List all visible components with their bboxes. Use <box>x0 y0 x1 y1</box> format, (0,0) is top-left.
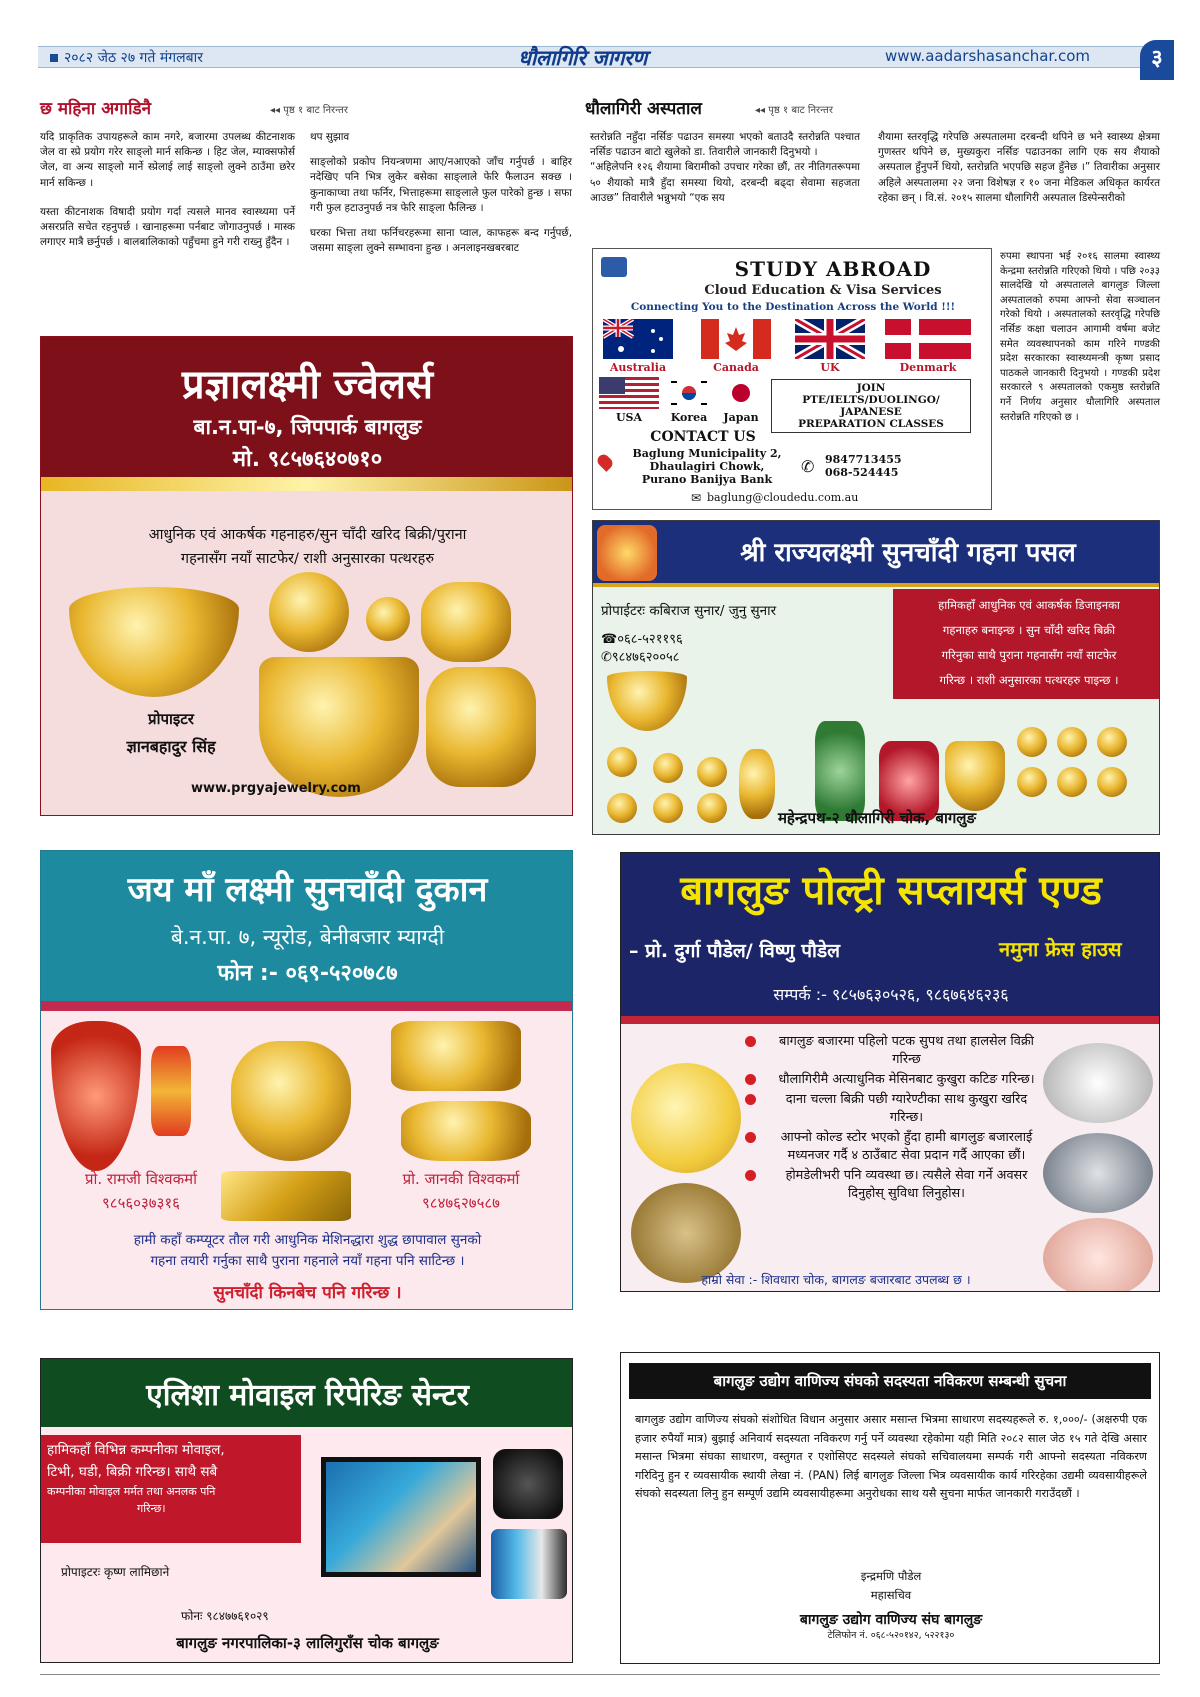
bangles-image <box>401 1101 531 1161</box>
description-line: कम्पनीका मोवाइल मर्मत तथा अनलक पनि <box>47 1485 216 1498</box>
service-list <box>745 1033 1045 1203</box>
bullet-icon <box>745 1036 756 1047</box>
address-line: Baglung Municipality 2, <box>632 447 782 460</box>
article-right-col1 <box>590 130 860 206</box>
list-item: दाना चल्ला बिक्री पछी ग्यारेण्टीका साथ कुखुरा खरिद गरिन्छ। <box>745 1091 1045 1127</box>
ad-brand: नमुना फ्रेस हाउस <box>999 937 1122 961</box>
masthead <box>0 0 1200 95</box>
article-left-col1 <box>40 130 295 250</box>
address-line: Dhaulagiri Chowk, <box>649 460 765 473</box>
canada-flag-icon <box>701 319 771 359</box>
ad-alisha-mobile <box>40 1358 573 1663</box>
ad-jaya-maa-laxmi <box>40 850 573 1250</box>
study-subtitle: Cloud Education & Visa Services <box>704 283 942 298</box>
cloud-logo-icon <box>601 257 627 277</box>
country-label: Denmark <box>899 361 957 374</box>
subheading: थप सुझाव <box>310 131 350 143</box>
phone-line <box>601 629 683 647</box>
telephone[interactable]: टेलिफोन नं. ०६८-५२०१४२, ५२२१३० <box>827 1630 955 1641</box>
join-box <box>771 379 971 433</box>
ad-website[interactable]: www.prgyajewelry.com <box>191 781 361 796</box>
ad-contact[interactable]: सम्पर्क :- ९८५७६३०५२६, ९८६७६४६२३६ <box>773 985 1009 1004</box>
korea-flag-icon <box>667 377 711 409</box>
jhumka-earrings-image <box>421 582 511 662</box>
ad-description <box>41 1230 574 1272</box>
email[interactable]: baglung@cloudedu.com.au <box>707 491 859 504</box>
join-title: JOIN <box>856 382 886 394</box>
tv-image <box>321 1457 481 1577</box>
ad-rajyalaxmi <box>592 520 1160 835</box>
contact-title: CONTACT US <box>650 429 756 445</box>
notice-box <box>620 1352 1160 1664</box>
gold-bars-image <box>221 1171 351 1221</box>
proprietor-name: प्रो. रामजी विश्वकर्मा <box>84 1170 198 1188</box>
proprietor: प्रोपाईटरः कबिराज सुनार/ जुनु सुनार <box>601 603 777 619</box>
description-line: गहनासँग नयाँ साटफेर/ राशी अनुसारका पत्थरहरु <box>180 551 435 567</box>
phone-icon: ☎ <box>601 632 618 647</box>
mobile-icon: ✆ <box>601 650 612 665</box>
location-pin-icon <box>595 452 615 472</box>
chain-pendant-image <box>366 597 410 641</box>
japan-flag-icon <box>719 377 763 409</box>
list-item: आफ्नो कोल्ड स्टोर भएको हुँदा हामी बागलुङ बजारलाई मध्यनजर गर्दै ४ ठाउँबाट सेवा प्रदान गर्दै आएका छौं। <box>745 1129 1045 1165</box>
continued-label: ◂◂ पृष्ठ १ बाट निरन्तर <box>270 105 348 116</box>
bangle-image <box>151 1046 191 1136</box>
list-item: बागलुङ बजारमा पहिलो पटक सुपथ तथा हालसेल विक्री गरिन्छ <box>745 1033 1045 1069</box>
ad-description <box>41 523 573 571</box>
signer-name: इन्द्रमणि पौडेल <box>860 1569 922 1583</box>
ad-phone[interactable]: फोन :- ०६९-५२०७८७ <box>217 961 398 986</box>
ad-title: प्रज्ञालक्ष्मी ज्वेलर्स <box>181 362 434 408</box>
issue-date: २०८२ जेठ २७ गते मंगलबार <box>50 48 203 67</box>
usa-flag-icon <box>599 377 659 409</box>
ad-title: बागलुङ पोल्ट्री सप्लायर्स एण्ड <box>680 868 1102 914</box>
ring-image <box>1017 727 1047 757</box>
gold-band <box>41 477 573 491</box>
ad-jaya-footer <box>40 1228 573 1310</box>
description-line: गहनाहरु बनाइन्छ । सुन चाँदी खरिद बिक्री <box>942 623 1116 637</box>
feed-grain-image <box>631 1183 741 1283</box>
study-tagline: Connecting You to the Destination Across the World !!! <box>630 301 956 313</box>
country-label: Korea <box>670 411 708 424</box>
description-line: हामिकहाँ विभिन्न कम्पनीका मोवाइल, <box>47 1442 225 1458</box>
description-line: आधुनिक एवं आकर्षक गहनाहरु/सुन चाँदी खरिद बिक्री/पुराना <box>148 527 467 543</box>
country-label: UK <box>820 361 840 374</box>
mail-icon: ✉ <box>691 491 702 505</box>
smartwatch-image <box>493 1449 563 1519</box>
bottom-rule <box>40 1674 1160 1675</box>
description-line: गरिनुका साथै पुराना गहनासँग नयाँ साटफेर <box>941 648 1117 662</box>
paragraph: स्तरोन्नति नहुँदा नर्सिङ पढाउन समस्या भएको बताउदै स्तरोन्नति पश्चात नर्सिङ पढाउन बाटो खुलेको डा. तिवारीले जानकारी दिनुभयो । <box>590 131 860 159</box>
phone-number[interactable]: 068-524445 <box>825 466 899 479</box>
coral-necklace-image <box>51 1021 141 1171</box>
ring-image <box>1097 767 1127 797</box>
australia-flag-icon <box>603 319 673 359</box>
description-line: टिभी, घडी, बिक्री गरिन्छ। साथै सबै <box>47 1464 218 1480</box>
address-block <box>617 447 797 486</box>
ad-title: एलिशा मोवाइल रिपेरिङ सेन्टर <box>146 1378 469 1413</box>
necklace-image <box>607 671 687 731</box>
ad-phone[interactable]: फोनः ९८४७७६१०२९ <box>181 1609 269 1623</box>
bullet-icon <box>745 1132 756 1143</box>
description-line: हामी कहाँ कम्प्यूटर तौल गरी आधुनिक मेशिनद्धारा शुद्ध छापावाल सुनको <box>133 1232 482 1248</box>
country-label: Canada <box>713 361 759 374</box>
ad-address: महेन्द्रपथ-२ धौलागिरी चोक, बागलुङ <box>777 809 977 827</box>
proprietor-phone[interactable]: ९८५६०३७३१६ <box>101 1194 180 1212</box>
study-abroad-ad <box>592 248 992 510</box>
uk-flag-icon <box>795 319 865 359</box>
article-right-col2-top <box>878 130 1160 206</box>
proprietor-name: प्रो. जानकी विश्वकर्मा <box>402 1170 520 1188</box>
ring-image <box>697 757 727 787</box>
phones-image <box>491 1529 567 1599</box>
phone-icon: ✆ <box>801 457 815 476</box>
ad-phone[interactable]: मो. ९८५७६४०७१० <box>232 447 383 472</box>
country-label: Japan <box>723 411 759 424</box>
website-url[interactable]: www.aadarshasanchar.com <box>885 47 1091 65</box>
ad-pragya-jewellers <box>40 336 573 816</box>
ad-poultry <box>620 852 1160 1292</box>
phone-number[interactable]: ०६८-५२११९६ <box>617 632 683 647</box>
article-left-col2 <box>310 130 572 256</box>
paragraph: यदि प्राकृतिक उपायहरूले काम नगरे, बजारमा उपलब्ध कीटनाशक जेल वा स्प्रे प्रयोग गरेर साङ्लो मार्न सकिन्छ । हिट जेल, म्याक्सफोर्स जेल, वा अन्य साङ्लो मार्ने स्प्रेलाई लाई साङ्लो लुक्ने ठाउँमा छरेर मार्न सकिन्छ । <box>40 131 295 189</box>
list-item: धौलागिरीमै अत्याधुनिक मेसिनबाट कुखुरा कटिङ गरिन्छ। <box>745 1071 1045 1089</box>
proprietor: प्रोपाइटरः कृष्ण लामिछाने <box>61 1565 170 1579</box>
ad-proprietors: – प्रो. दुर्गा पौडेल/ विष्णु पौडेल <box>629 940 841 962</box>
accent-band <box>621 1016 1160 1024</box>
continued-label: ◂◂ पृष्ठ १ बाट निरन्तर <box>755 105 833 116</box>
fish-image <box>1043 1133 1153 1213</box>
paper-title: धौलागिरि जागरण <box>518 46 647 70</box>
chicks-image <box>631 1063 741 1173</box>
ad-footer: सुनचाँदी किनबेच पनि गरिन्छ । <box>213 1283 402 1303</box>
ad-description <box>47 1439 297 1517</box>
mobile-line <box>601 647 680 665</box>
country-label: USA <box>615 411 643 424</box>
necklace-image <box>69 587 239 697</box>
article-right-headline: धौलागिरी अस्पताल <box>585 99 702 119</box>
signer-designation: महासचिव <box>870 1588 912 1602</box>
organization-name: बागलुङ उद्योग वाणिज्य संघ बागलुङ <box>799 1612 983 1628</box>
paragraph: “अहिलेपनि १२६ शैयामा बिरामीको उपचार गरेका छौं, तर नीतिगतरूपमा ५० शैयाको मात्रै हुँदा समस्या थियो, दरबन्दी बढ्दा सेवामा सहजता आउछ” तिवारीले भन्नुभयो “एक सय <box>590 161 860 204</box>
bullet-icon <box>745 1170 756 1181</box>
country-label: Australia <box>609 361 667 374</box>
article-left <box>40 96 595 122</box>
ad-title: श्री राज्यलक्ष्मी सुनचाँदी गहना पसल <box>740 538 1076 568</box>
delivery-truck-image <box>1043 1043 1153 1123</box>
join-line: PTE/IELTS/DUOLINGO/ <box>802 394 940 406</box>
bridal-necklace-image <box>259 657 419 797</box>
ring-image <box>426 667 536 787</box>
phone-number[interactable]: 9847713455 <box>825 453 902 466</box>
gold-necklace-image <box>945 741 1005 811</box>
join-line: JAPANESE <box>840 406 902 418</box>
description-line: गरिन्छ। <box>137 1502 166 1515</box>
ad-footer: हाम्रो सेवा :- शिवधारा चोक, बागलङ बजारबाट उपलब्ध छ । <box>701 1272 971 1287</box>
page-number: ३ <box>1140 40 1174 80</box>
ring-image <box>653 753 683 783</box>
address-line: Purano Banijya Bank <box>641 473 773 486</box>
ring-image <box>1057 767 1087 797</box>
proprietor-name: ज्ञानबहादुर सिंह <box>126 737 216 756</box>
paragraph: यस्ता कीटनाशक विषादी प्रयोग गर्दा त्यसले मानव स्वास्थ्यमा पर्ने असरप्रति सचेत रहनुपर्छ । खानाहरूमा पर्नबाट जोगाउनुपर्छ । मास्क लगाएर मात्रै छर्नुपर्छ । बालबालिकाको पहुँचमा हुने गरी राख्नु हुँदैन । <box>40 205 295 249</box>
notice-title: बागलुङ उद्योग वाणिज्य संघको सदस्यता नविकरण सम्बन्धी सुचना <box>713 1372 1067 1390</box>
study-title: STUDY ABROAD <box>734 257 932 281</box>
earrings-image <box>391 1021 521 1091</box>
bullet-icon <box>50 54 58 62</box>
denmark-flag-icon <box>885 319 971 359</box>
ad-address: बा.न.पा-७, जिपपार्क बागलुङ <box>193 415 422 439</box>
ad-description <box>901 593 1157 693</box>
join-line: PREPARATION CLASSES <box>798 418 944 430</box>
paragraph: घरका भित्ता तथा फर्निचरहरूमा साना प्वाल, काफहरू बन्द गर्नुपर्छ, जसमा साङ्ला लुक्ने सम्भावना हुन्छ । अनलाइनखबरबाट <box>310 227 572 255</box>
description-line: गहना तयारी गर्नुका साथै पुराना गहनाले नयाँ गहना पनि साटिन्छ । <box>150 1253 465 1269</box>
ad-title: जय माँ लक्ष्मी सुनचाँदी दुकान <box>127 870 488 910</box>
description-line: गरिन्छ । राशी अनुसारका पत्थरहरु पाइन्छ । <box>939 673 1119 687</box>
proprietor-label: प्रोपाइटर <box>148 710 194 728</box>
paragraph: साङ्लोको प्रकोप नियन्त्रणमा आए/नआएको जाँच गर्नुपर्छ । बाहिर नदेखिए पनि भित्र लुकेर बसेका साङ्लाले फेरि फैलाउन सक्छ । कुनाकाप्चा तथा फर्निर, भित्ताहरूमा साङ्लाले फुल पारेको हुन्छ । सफा गरी फुल हटाउनुपर्छ नत्र फेरि साङ्ला फैलिन्छ । <box>310 156 572 214</box>
bullet-icon <box>745 1094 756 1105</box>
description-line: हामिकहाँ आधुनिक एवं आकर्षक डिजाइनका <box>938 598 1120 612</box>
proprietor-phone[interactable]: ९८४७६२७५८७ <box>421 1194 500 1212</box>
accent-band <box>41 1001 573 1011</box>
ad-address: बे.न.पा. ७, न्यूरोड, बेनीबजार म्याग्दी <box>170 925 445 949</box>
ring-image <box>1017 767 1047 797</box>
gold-necklace-image <box>231 1041 351 1161</box>
mobile-number[interactable]: ९८४७६२००५८ <box>611 650 680 665</box>
notice-body: बागलुङ उद्योग वाणिज्य संघको संशोधित विधान अनुसार असार मसान्त भित्रमा साधारण सदस्यहरूले रु. १,०००/- (अक्षरुपी एक हजार रुपैयाँ मात्र) बुझाई अनिवार्य सदस्यता नविकरण गर्नु पर्ने व्यवस्था रहेकोमा यही मिति २०८२ साल जेठ १५ गते देखि असार मसान्त भित्रमा संघका साधारण, वस्तुगत र एशोसिएट सदस्यले संघको सचिवालयमा सम्पर्क गरी आफ्नो सदस्यता नविकरण गरिदिनु हुन र व्यवसायीक स्थायी लेखा नं. (PAN) लिई बागलुङ जिल्ला भित्र व्यवसायीक कार्य गरिरहेका उद्यमी व्यवसायीहरूले संघको सदस्यता लिनु हुन सम्पूर्ण उद्यमि व्यवसायीहरूमा अनुरोधका साथ यसै सुचना मार्फत जानकारी गराउँदछौं । <box>635 1413 1147 1500</box>
article-left-headline: छ महिना अगाडिनै <box>40 99 152 119</box>
notice-signature <box>621 1567 1160 1642</box>
ad-address: बागलुङ नगरपालिका-३ लालिगुराँस चोक बागलुङ <box>176 1634 439 1652</box>
green-bead-necklace-image <box>815 721 865 821</box>
ring-image <box>1097 727 1127 757</box>
gold-line <box>593 583 1160 587</box>
phone-block <box>825 453 902 479</box>
article-right-col2-narrow <box>1000 250 1160 425</box>
goddess-image <box>597 525 657 581</box>
chicken-meat-image <box>1043 1218 1153 1292</box>
bullet-icon <box>745 1074 756 1085</box>
list-item: होमडेलीभरी पनि व्यवस्था छ। त्यसैले सेवा गर्ने अवसर दिनुहोस् सुविधा लिनुहोस। <box>745 1167 1045 1203</box>
paragraph: रुपमा स्थापना भई २०१६ सालमा स्वास्थ्य केन्द्रमा स्तरोन्नति गरिएको थियो । पछि २०३३ सालदेखि यो अस्पतालले बागलुङ जिल्ला अस्पतालको रुपमा आफ्नो सेवा सञ्चालन गरेको थियो । अस्पतालको स्तरवृद्धि गरेपछि नर्सिङ कक्षा चलाउन आगामी वर्षमा बजेट समेत व्यवस्थापनको काम गरिने गण्डकी प्रदेश सरकारका स्वास्थ्यमन्त्री कृष्ण प्रसाद पाठकले जानकारी दिनुभयो । गण्डकी प्रदेश सरकारले ९ अस्पतालको एकमुष्ठ स्तरोन्नति गर्ने निर्णय अनुसार धौलागिरि अस्पताल स्तरोन्नति गरिएको छ । <box>1000 251 1160 423</box>
paragraph: शैयामा स्तरवृद्धि गरेपछि अस्पतालमा दरबन्दी थपिने छ भने स्वास्थ्य क्षेत्रमा गुणस्तर थपिने छ, मुख्यकुरा नर्सिङ पढाउनका लागि एक सय शैयाको अस्पताल हुँनुपर्ने थियो, स्तरोन्नति भएपछि सहज हुँनेछ ।” तिवारीका अनुसार अहिले अस्पतालमा २२ जना विशेषज्ञ र १० जना मेडिकल अधिकृत कार्यरत रहेका छन् । वि.सं. २०१५ सालमा धौलागिरी अस्पताल डिस्पेन्सरीको <box>878 131 1160 204</box>
ring-image <box>1057 727 1087 757</box>
ring-image <box>607 747 637 777</box>
article-right <box>585 96 1165 122</box>
pendant-image <box>269 572 349 652</box>
